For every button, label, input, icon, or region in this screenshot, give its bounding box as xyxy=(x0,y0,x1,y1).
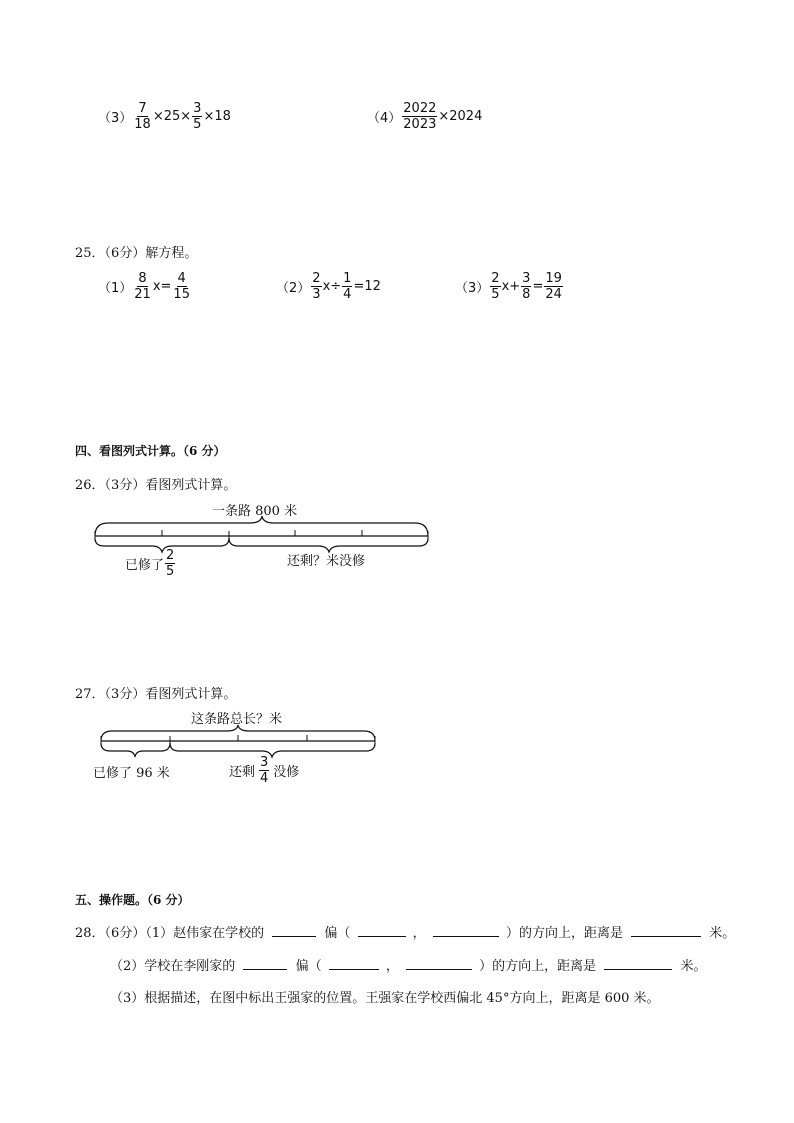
fraction: $\frac{7}{18}$ xyxy=(134,101,151,132)
section-4-title: 四、看图列式计算。（6 分） xyxy=(75,444,226,458)
operator: ×18 xyxy=(203,109,231,124)
fraction: $\frac{3}{4}$ xyxy=(260,755,269,786)
q28-line-3: （3）根据描述，在图中标出王强家的位置。王强家在学校西偏北 45°方向上，距离是 600 米。 xyxy=(110,991,660,1006)
q26-top-label: 一条路 800 米 xyxy=(212,504,298,519)
operator: ×25× xyxy=(152,109,192,124)
answer-blank[interactable] xyxy=(631,924,701,937)
q26-title: 26．（3分）看图列式计算。 xyxy=(75,478,237,493)
answer-blank[interactable] xyxy=(604,957,672,970)
operator: x+ xyxy=(501,279,521,294)
fraction: $\frac{4}{15}$ xyxy=(173,271,190,302)
fraction: $\frac{3}{5}$ xyxy=(193,101,202,132)
q27-right-brace xyxy=(170,743,375,757)
item-label: （4） xyxy=(367,111,402,126)
item-label: （1） xyxy=(98,281,133,296)
fraction: $\frac{2}{3}$ xyxy=(312,271,321,302)
operator: = xyxy=(532,279,544,294)
operator: x÷ xyxy=(322,279,342,294)
item-label: （2） xyxy=(276,281,311,296)
fraction: $\frac{1}{4}$ xyxy=(343,271,352,302)
answer-blank[interactable] xyxy=(433,924,499,937)
section-5-title: 五、操作题。（6 分） xyxy=(75,893,190,907)
q25-title: 25．（6分）解方程。 xyxy=(75,246,198,261)
fraction: $\frac{2}{5}$ xyxy=(491,271,500,302)
fraction: $\frac{2}{5}$ xyxy=(166,548,175,579)
q26-left-label: 已修了 $\frac{2}{5}$ xyxy=(125,548,175,579)
q28-line-2: （2）学校在李刚家的 偏（ ， ）的方向上，距离是 米。 xyxy=(110,959,707,974)
answer-blank[interactable] xyxy=(272,924,316,937)
q27-title: 27．（3分）看图列式计算。 xyxy=(75,687,237,702)
item-label: （3） xyxy=(455,281,490,296)
q27-left-label: 已修了 96 米 xyxy=(93,766,170,781)
item-label: （3） xyxy=(98,111,133,126)
fraction: $\frac{2022}{2023}$ xyxy=(403,101,437,132)
q28-line-1: 28．（6分）（1）赵伟家在学校的 偏（ ， ）的方向上，距离是 米。 xyxy=(75,926,736,941)
q26-top-brace xyxy=(95,516,428,536)
answer-blank[interactable] xyxy=(243,957,287,970)
operator: x= xyxy=(152,279,172,294)
q26-right-label: 还剩？米没修 xyxy=(287,554,366,569)
fraction: $\frac{3}{8}$ xyxy=(522,271,531,302)
operator: =12 xyxy=(353,279,381,294)
answer-blank[interactable] xyxy=(406,957,472,970)
q27-left-brace xyxy=(101,743,170,757)
answer-blank[interactable] xyxy=(329,957,379,970)
answer-blank[interactable] xyxy=(358,924,406,937)
operator: ×2024 xyxy=(438,109,483,124)
fraction: $\frac{8}{21}$ xyxy=(134,271,151,302)
q27-right-label: 还剩 $\frac{3}{4}$ 没修 xyxy=(229,755,300,786)
fraction: $\frac{19}{24}$ xyxy=(545,271,562,302)
q27-top-label: 这条路总长？米 xyxy=(191,712,283,727)
